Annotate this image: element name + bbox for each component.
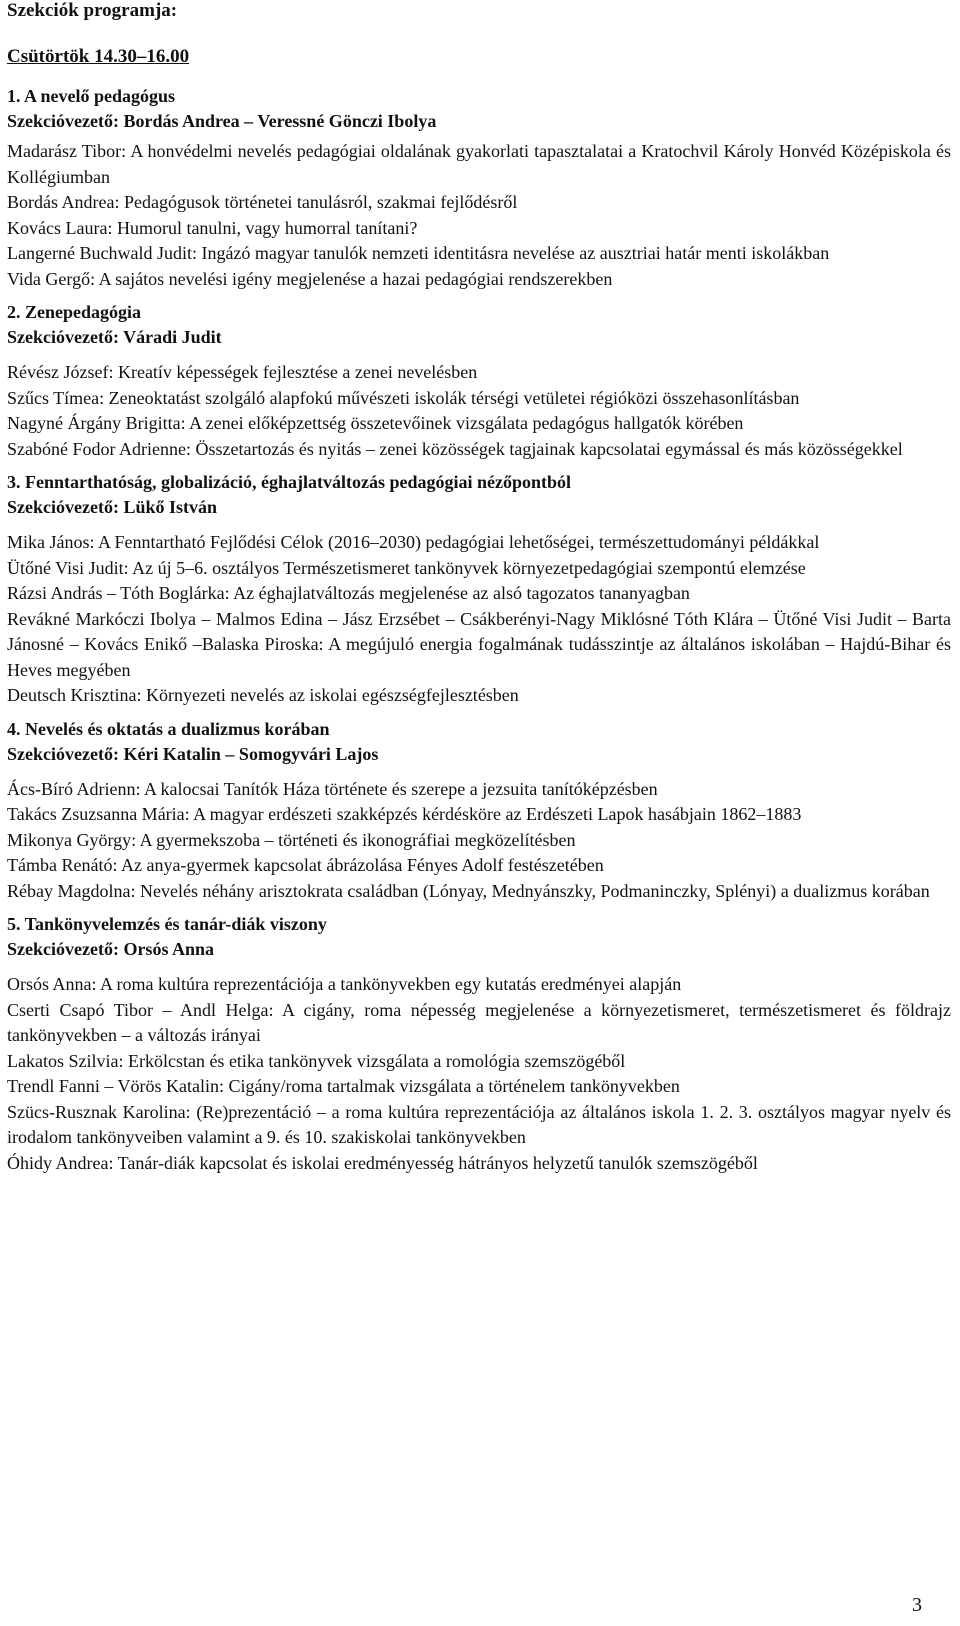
talk-item: Rébay Magdolna: Nevelés néhány arisztokrata családban (Lónyay, Mednyánszky, Podmaninczky, Splényi) a dualizmus korában [7, 880, 930, 901]
section-5 [7, 912, 951, 1176]
talk-item: Mikonya György: A gyermekszoba – történeti és ikonográfiai megközelítésben [7, 829, 576, 850]
talk-list [7, 530, 951, 709]
section-2 [7, 300, 951, 462]
section-chair: Szekcióvezető: Kéri Katalin – Somogyvári Lajos [7, 743, 379, 764]
section-title: 2. Zenepedagógia [7, 302, 142, 322]
section-3 [7, 470, 951, 709]
section-title: 3. Fenntarthatóság, globalizáció, éghajlatváltozás pedagógiai nézőpontból [7, 472, 571, 492]
talk-item: Vida Gergő: A sajátos nevelési igény megjelenése a hazai pedagógiai rendszerekben [7, 268, 613, 289]
talk-item: Deutsch Krisztina: Környezeti nevelés az iskolai egészségfejlesztésben [7, 685, 519, 705]
talk-item: Ács-Bíró Adrienn: A kalocsai Tanítók Háza története és szerepe a jezsuita tanítóképzésben [7, 778, 658, 799]
section-1 [7, 84, 951, 292]
talk-item: Cserti Csapó Tibor – Andl Helga: A cigány, roma népesség megjelenése a környezetismeret, természetismeret és földrajz tankönyvekben – a változás irányai [7, 999, 951, 1045]
talk-list [7, 360, 951, 462]
document-title: Szekciók programja: [7, 0, 178, 21]
section-chair: Szekcióvezető: Váradi Judit [7, 327, 222, 347]
section-chair: Szekcióvezető: Orsós Anna [7, 939, 214, 959]
section-chair: Szekcióvezető: Lükő István [7, 497, 217, 517]
talk-item: Ütőné Visi Judit: Az új 5–6. osztályos Természetismeret tankönyvek környezetpedagógiai szempontú elemzése [7, 557, 806, 578]
talk-item: Langerné Buchwald Judit: Ingázó magyar tanulók nemzeti identitásra nevelése az ausztriai határ menti iskolákban [7, 243, 830, 263]
talk-list [7, 972, 951, 1176]
talk-item: Madarász Tibor: A honvédelmi nevelés pedagógiai oldalának gyakorlati tapasztalatai a Kratochvil Károly Honvéd Középiskola és Kollégiumban [7, 141, 951, 187]
talk-item: Kovács Laura: Humorul tanulni, vagy humorral tanítani? [7, 217, 418, 238]
talk-item: Támba Renátó: Az anya-gyermek kapcsolat ábrázolása Fényes Adolf festészetében [7, 855, 604, 875]
section-4 [7, 717, 951, 905]
talk-list [7, 139, 951, 292]
section-title: 5. Tankönyvelemzés és tanár-diák viszony [7, 914, 327, 934]
talk-item: Révész József: Kreatív képességek fejlesztése a zenei nevelésben [7, 362, 478, 382]
talk-item: Szücs-Rusznak Karolina: (Re)prezentáció – a roma kultúra reprezentációja az általános iskola 1. 2. 3. osztályos magyar nyelv és irodalom tankönyveiben valamint a 9. és 10. szakiskolai tankönyvekben [7, 1101, 951, 1147]
section-chair: Szekcióvezető: Bordás Andrea – Veressné Gönczi Ibolya [7, 111, 437, 131]
talk-item: Takács Zsuzsanna Mária: A magyar erdészeti szakképzés kérdésköre az Erdészeti Lapok hasábjain 1862–1883 [7, 804, 802, 824]
document-page [7, 0, 951, 1176]
day-heading: Csütörtök 14.30–16.00 [7, 46, 190, 67]
talk-item: Nagyné Árgány Brigitta: A zenei előképzettség összetevőinek vizsgálata pedagógus hallgatók körében [7, 413, 744, 433]
section-title: 1. A nevelő pedagógus [7, 86, 176, 106]
talk-list [7, 777, 951, 905]
talk-item: Orsós Anna: A roma kultúra reprezentációja a tankönyvekben egy kutatás eredményei alapján [7, 974, 682, 994]
page-number: 3 [912, 1594, 922, 1616]
talk-item: Revákné Markóczi Ibolya – Malmos Edina – Jász Erzsébet – Csákberényi-Nagy Miklósné Tóth Klára – Ütőné Visi Judit – Barta Jánosné – Kovács Enikő –Balaska Piroska: A megújuló energia fogalmának tudásszintje az általános iskolában – Hajdú-Bihar és Heves megyében [7, 608, 951, 680]
talk-item: Rázsi András – Tóth Boglárka: Az éghajlatváltozás megjelenése az alsó tagozatos tananyagban [7, 583, 690, 603]
talk-item: Óhidy Andrea: Tanár-diák kapcsolat és iskolai eredményesség hátrányos helyzetű tanulók szemszögéből [7, 1152, 758, 1173]
talk-item: Lakatos Szilvia: Erkölcstan és etika tankönyvek vizsgálata a romológia szemszögéből [7, 1050, 626, 1071]
talk-item: Bordás Andrea: Pedagógusok történetei tanulásról, szakmai fejlődésről [7, 192, 518, 212]
section-title: 4. Nevelés és oktatás a dualizmus korában [7, 718, 330, 739]
talk-item: Szűcs Tímea: Zeneoktatást szolgáló alapfokú művészeti iskolák térségi vetületei régióközi összehasonlításban [7, 387, 800, 408]
talk-item: Trendl Fanni – Vörös Katalin: Cigány/roma tartalmak vizsgálata a történelem tankönyvekben [7, 1076, 680, 1096]
talk-item: Szabóné Fodor Adrienne: Összetartozás és nyitás – zenei közösségek tagjainak kapcsolatai egymással és más közösségekkel [7, 438, 903, 459]
talk-item: Mika János: A Fenntartható Fejlődési Célok (2016–2030) pedagógiai lehetőségei, természettudományi példákkal [7, 532, 820, 552]
